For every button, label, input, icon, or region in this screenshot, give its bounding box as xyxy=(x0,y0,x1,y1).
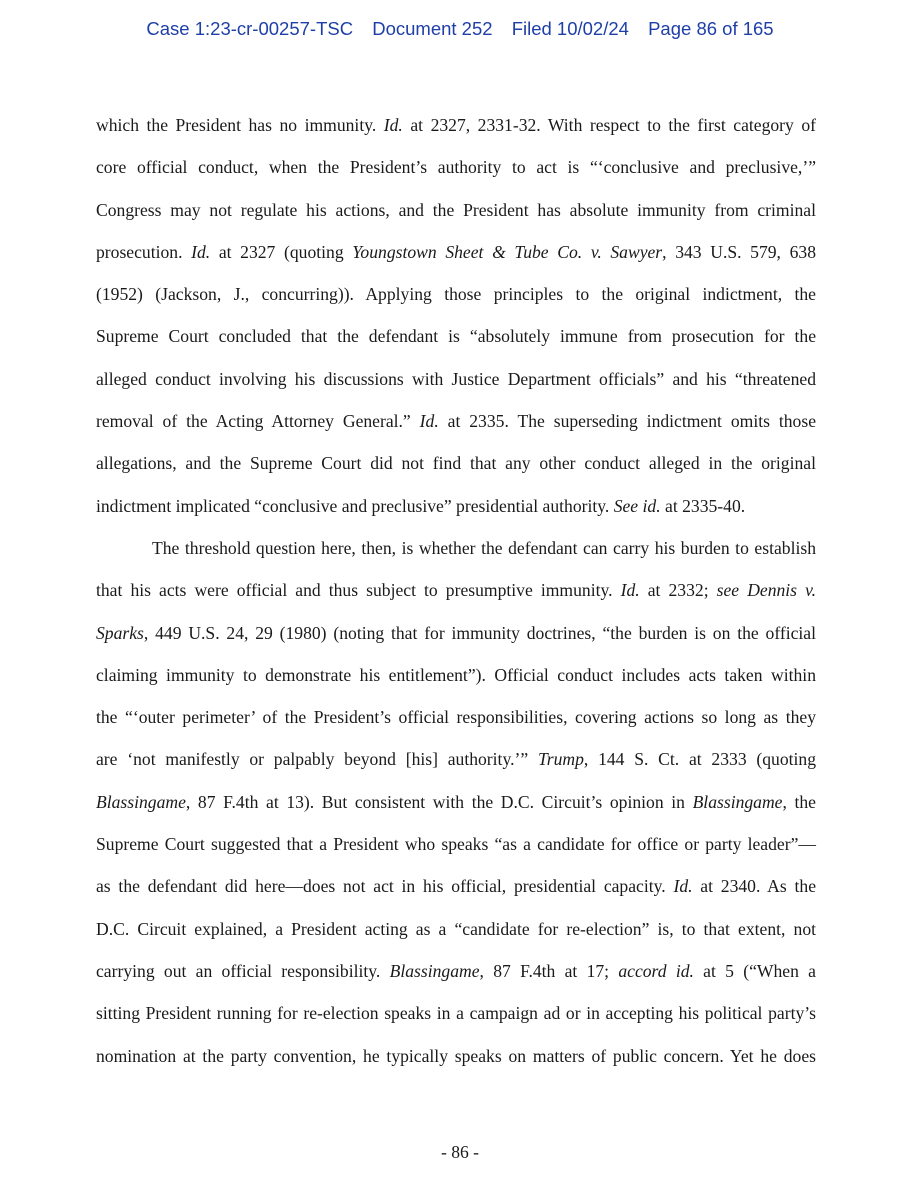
text-run: carrying out an official responsibility. xyxy=(96,960,390,981)
text-line xyxy=(96,104,816,146)
text-line xyxy=(96,315,816,357)
italic-citation: Id. xyxy=(383,115,403,135)
italic-citation: Trump xyxy=(537,749,584,770)
text-run: D.C. Circuit explained, a President acting as a “candidate for re-election” is, to that extent, not xyxy=(96,918,816,939)
text-run: that his acts were official and thus subject to presumptive immunity. xyxy=(96,580,621,601)
text-run: as the defendant did here—does not act in his official, presidential capacity. xyxy=(96,876,674,897)
text-run: the “‘outer perimeter’ of the President’s official responsibilities, covering actions so long as they xyxy=(96,707,816,728)
text-line xyxy=(96,865,816,907)
text-line xyxy=(96,823,816,865)
text-line xyxy=(96,654,816,696)
italic-citation: Blassingame xyxy=(389,960,480,981)
text-line xyxy=(96,146,816,188)
text-run: removal of the Acting Attorney General.” xyxy=(96,411,420,432)
text-run: , 449 U.S. 24, 29 (1980) (noting that for immunity doctrines, “the burden is on the official xyxy=(143,622,816,643)
text-line xyxy=(96,358,816,400)
text-line xyxy=(96,1035,816,1077)
text-run: The threshold question here, then, is whether the defendant can carry his burden to establish xyxy=(152,537,816,558)
text-line xyxy=(96,612,816,654)
text-run: claiming immunity to demonstrate his entitlement”). Official conduct includes acts taken within xyxy=(96,664,816,685)
text-run: Congress may not regulate his actions, and the President has absolute immunity from criminal xyxy=(96,199,816,220)
page-indicator: Page 86 of 165 xyxy=(648,18,774,39)
text-run: core official conduct, when the President’s authority to act is “‘conclusive and preclusive,’” xyxy=(96,157,816,178)
italic-citation: See id. xyxy=(613,495,661,516)
text-line xyxy=(96,950,816,992)
italic-citation: Sparks xyxy=(96,622,144,643)
text-run: at 2327 (quoting xyxy=(210,241,353,262)
text-run: , 87 F.4th at 13). But consistent with the D.C. Circuit’s opinion in xyxy=(185,791,693,812)
italic-citation: Id. xyxy=(191,241,211,262)
text-run: at 2327, 2331-32. With respect to the first category of xyxy=(402,115,816,135)
text-run: at 5 (“When a xyxy=(693,960,816,981)
page-number: - 86 - xyxy=(440,1142,480,1162)
italic-citation: Id. xyxy=(620,580,640,601)
text-line xyxy=(96,569,816,611)
text-run: are ‘not manifestly or palpably beyond [his] authority.’” xyxy=(96,749,538,770)
italic-citation: Blassingame xyxy=(96,791,186,812)
text-line xyxy=(96,696,816,738)
italic-citation: Id. xyxy=(673,876,693,897)
text-run: indictment implicated “conclusive and preclusive” presidential authority. xyxy=(96,495,614,516)
text-run: nomination at the party convention, he typically speaks on matters of public concern. Yet he does xyxy=(96,1045,816,1066)
italic-citation: Youngstown Sheet & Tube Co. v. Sawyer xyxy=(352,241,663,262)
text-line xyxy=(96,400,816,442)
italic-citation: Id. xyxy=(419,411,439,432)
document-number: Document 252 xyxy=(372,18,493,39)
text-line xyxy=(96,442,816,484)
text-run: alleged conduct involving his discussions with Justice Department officials” and his “threatened xyxy=(96,368,816,389)
text-line xyxy=(96,908,816,950)
text-run: Supreme Court concluded that the defendant is “absolutely immune from prosecution for the xyxy=(96,326,816,347)
ecf-header xyxy=(0,18,920,40)
text-run: , 87 F.4th at 17; xyxy=(479,960,619,981)
text-run: at 2335. The superseding indictment omits those xyxy=(438,411,816,432)
text-run: prosecution. xyxy=(96,241,192,262)
text-run: , 144 S. Ct. at 2333 (quoting xyxy=(583,749,816,770)
document-body xyxy=(96,104,816,1077)
text-line xyxy=(96,781,816,823)
text-line xyxy=(96,189,816,231)
text-run: , 343 U.S. 579, 638 xyxy=(662,241,816,262)
text-run: , the xyxy=(782,791,816,812)
text-run: at 2335-40. xyxy=(660,495,746,516)
italic-citation: accord id. xyxy=(618,960,694,981)
text-run: (1952) (Jackson, J., concurring)). Applying those principles to the original indictment, the xyxy=(96,284,816,305)
text-line xyxy=(96,485,816,527)
case-number: Case 1:23-cr-00257-TSC xyxy=(146,18,354,39)
text-run: at 2332; xyxy=(639,580,717,601)
text-run: Supreme Court suggested that a President who speaks “as a candidate for office or party leader”— xyxy=(96,834,816,855)
italic-citation: see Dennis v. xyxy=(716,580,817,601)
text-run: sitting President running for re-election speaks in a campaign ad or in accepting his political party’s xyxy=(96,1003,816,1024)
text-line xyxy=(96,231,816,273)
text-line xyxy=(96,738,816,780)
text-line xyxy=(96,273,816,315)
italic-citation: Blassingame xyxy=(692,791,783,812)
text-line xyxy=(96,992,816,1034)
text-line xyxy=(96,527,816,569)
text-run: which the President has no immunity. xyxy=(96,115,384,135)
text-run: allegations, and the Supreme Court did not find that any other conduct alleged in the original xyxy=(96,453,816,474)
filed-date: Filed 10/02/24 xyxy=(511,18,629,39)
text-run: at 2340. As the xyxy=(692,876,816,897)
